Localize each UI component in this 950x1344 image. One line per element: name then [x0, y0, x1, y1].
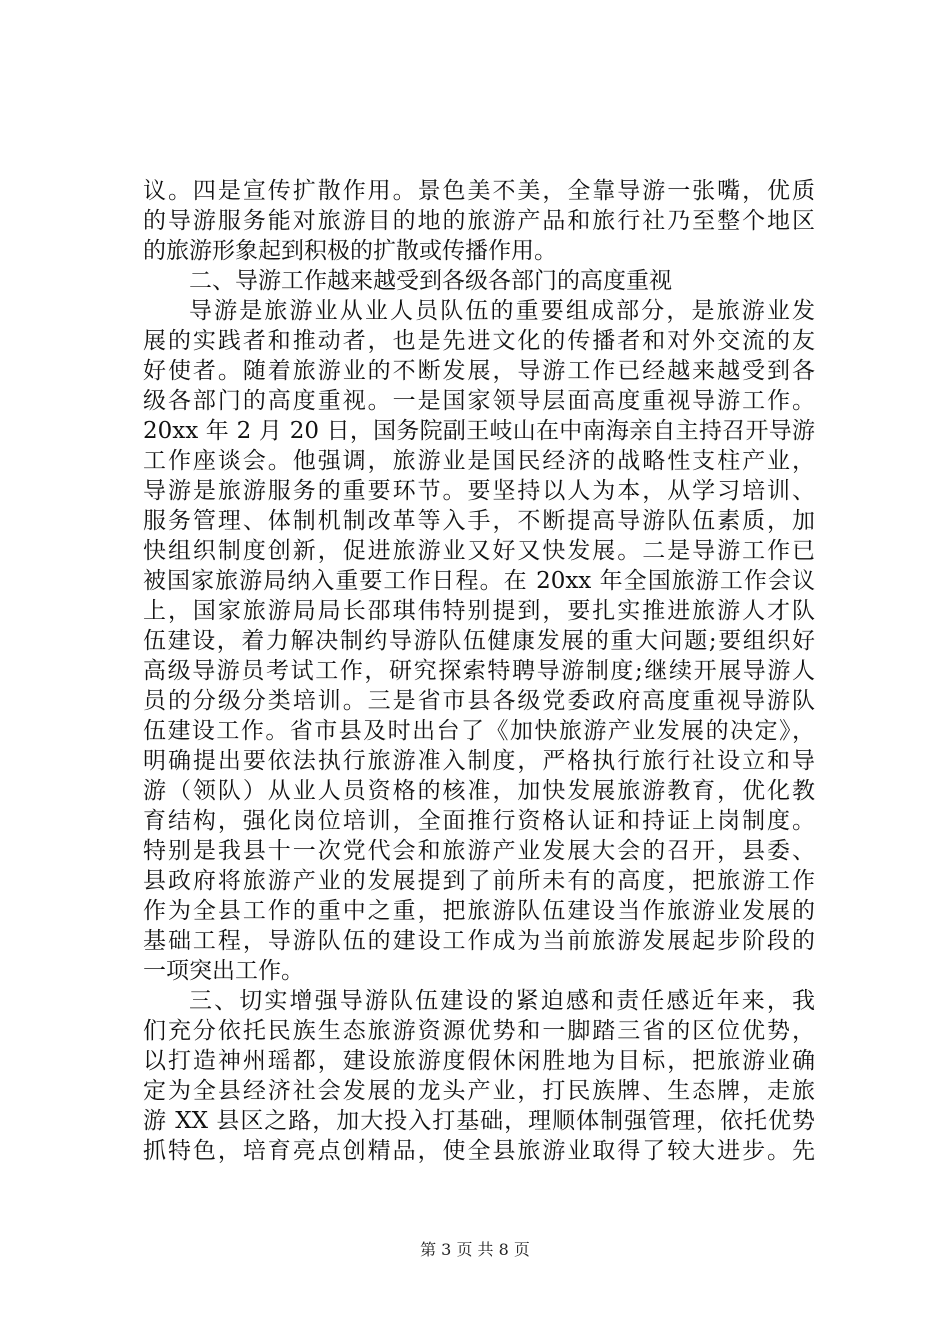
text-line: 县政府将旅游产业的发展提到了前所未有的高度，把旅游工作: [143, 868, 815, 894]
text-line: 游 XX 县区之路，加大投入打基础，理顺体制强管理，依托优势: [143, 1108, 815, 1134]
text-line: 服务管理、体制机制改革等入手，不断提高导游队伍素质，加: [143, 508, 815, 534]
text-line: 基础工程，导游队伍的建设工作成为当前旅游发展起步阶段的: [143, 928, 815, 954]
text-line: 伍建设，着力解决制约导游队伍健康发展的重大问题;要组织好: [143, 628, 815, 654]
text-line: 员的分级分类培训。三是省市县各级党委政府高度重视导游队: [143, 688, 815, 714]
text-line: 快组织制度创新，促进旅游业又好又快发展。二是导游工作已: [143, 538, 815, 564]
text-line: 们充分依托民族生态旅游资源优势和一脚踏三省的区位优势，: [143, 1018, 815, 1044]
text-line: 导游是旅游服务的重要环节。要坚持以人为本，从学习培训、: [143, 478, 815, 504]
text-line: 好使者。随着旅游业的不断发展，导游工作已经越来越受到各: [143, 358, 815, 384]
text-line: 伍建设工作。省市县及时出台了《加快旅游产业发展的决定》，: [143, 718, 815, 744]
text-line: 上，国家旅游局局长邵琪伟特别提到，要扎实推进旅游人才队: [143, 598, 815, 624]
text-line: 的旅游形象起到积极的扩散或传播作用。: [143, 238, 557, 264]
section-heading: 三、切实增强导游队伍建设的紧迫感和责任感近年来，我: [189, 988, 815, 1014]
text-line: 明确提出要依法执行旅游准入制度，严格执行旅行社设立和导: [143, 748, 815, 774]
text-line: 20xx 年 2 月 20 日，国务院副王岐山在中南海亲自主持召开导游: [143, 418, 815, 444]
text-line: 特别是我县十一次党代会和旅游产业发展大会的召开，县委、: [143, 838, 815, 864]
section-heading: 二、导游工作越来越受到各级各部门的高度重视: [189, 268, 672, 294]
text-line: 一项突出工作。: [143, 958, 304, 984]
document-body: [143, 176, 815, 1166]
text-line: 定为全县经济社会发展的龙头产业，打民族牌、生态牌，走旅: [143, 1078, 815, 1104]
text-line: 展的实践者和推动者，也是先进文化的传播者和对外交流的友: [143, 328, 815, 354]
text-line: 的导游服务能对旅游目的地的旅游产品和旅行社乃至整个地区: [143, 208, 815, 234]
text-line: 议。四是宣传扩散作用。景色美不美，全靠导游一张嘴，优质: [143, 178, 815, 204]
text-line: 育结构，强化岗位培训，全面推行资格认证和持证上岗制度。: [143, 808, 815, 834]
text-line: 以打造神州瑶都，建设旅游度假休闲胜地为目标，把旅游业确: [143, 1048, 815, 1074]
page-number-footer: 第 3 页 共 8 页: [420, 1240, 530, 1259]
text-line: 工作座谈会。他强调，旅游业是国民经济的战略性支柱产业，: [143, 448, 815, 474]
text-line: 抓特色，培育亮点创精品，使全县旅游业取得了较大进步。先: [143, 1138, 815, 1164]
text-line: 级各部门的高度重视。一是国家领导层面高度重视导游工作。: [143, 388, 815, 414]
text-line: 被国家旅游局纳入重要工作日程。在 20xx 年全国旅游工作会议: [143, 568, 815, 594]
text-line: 作为全县工作的重中之重，把旅游队伍建设当作旅游业发展的: [143, 898, 815, 924]
text-line: 高级导游员考试工作，研究探索特聘导游制度;继续开展导游人: [143, 658, 815, 684]
text-line: 导游是旅游业从业人员队伍的重要组成部分，是旅游业发: [189, 298, 815, 324]
text-line: 游（领队）从业人员资格的核准，加快发展旅游教育，优化教: [143, 778, 815, 804]
